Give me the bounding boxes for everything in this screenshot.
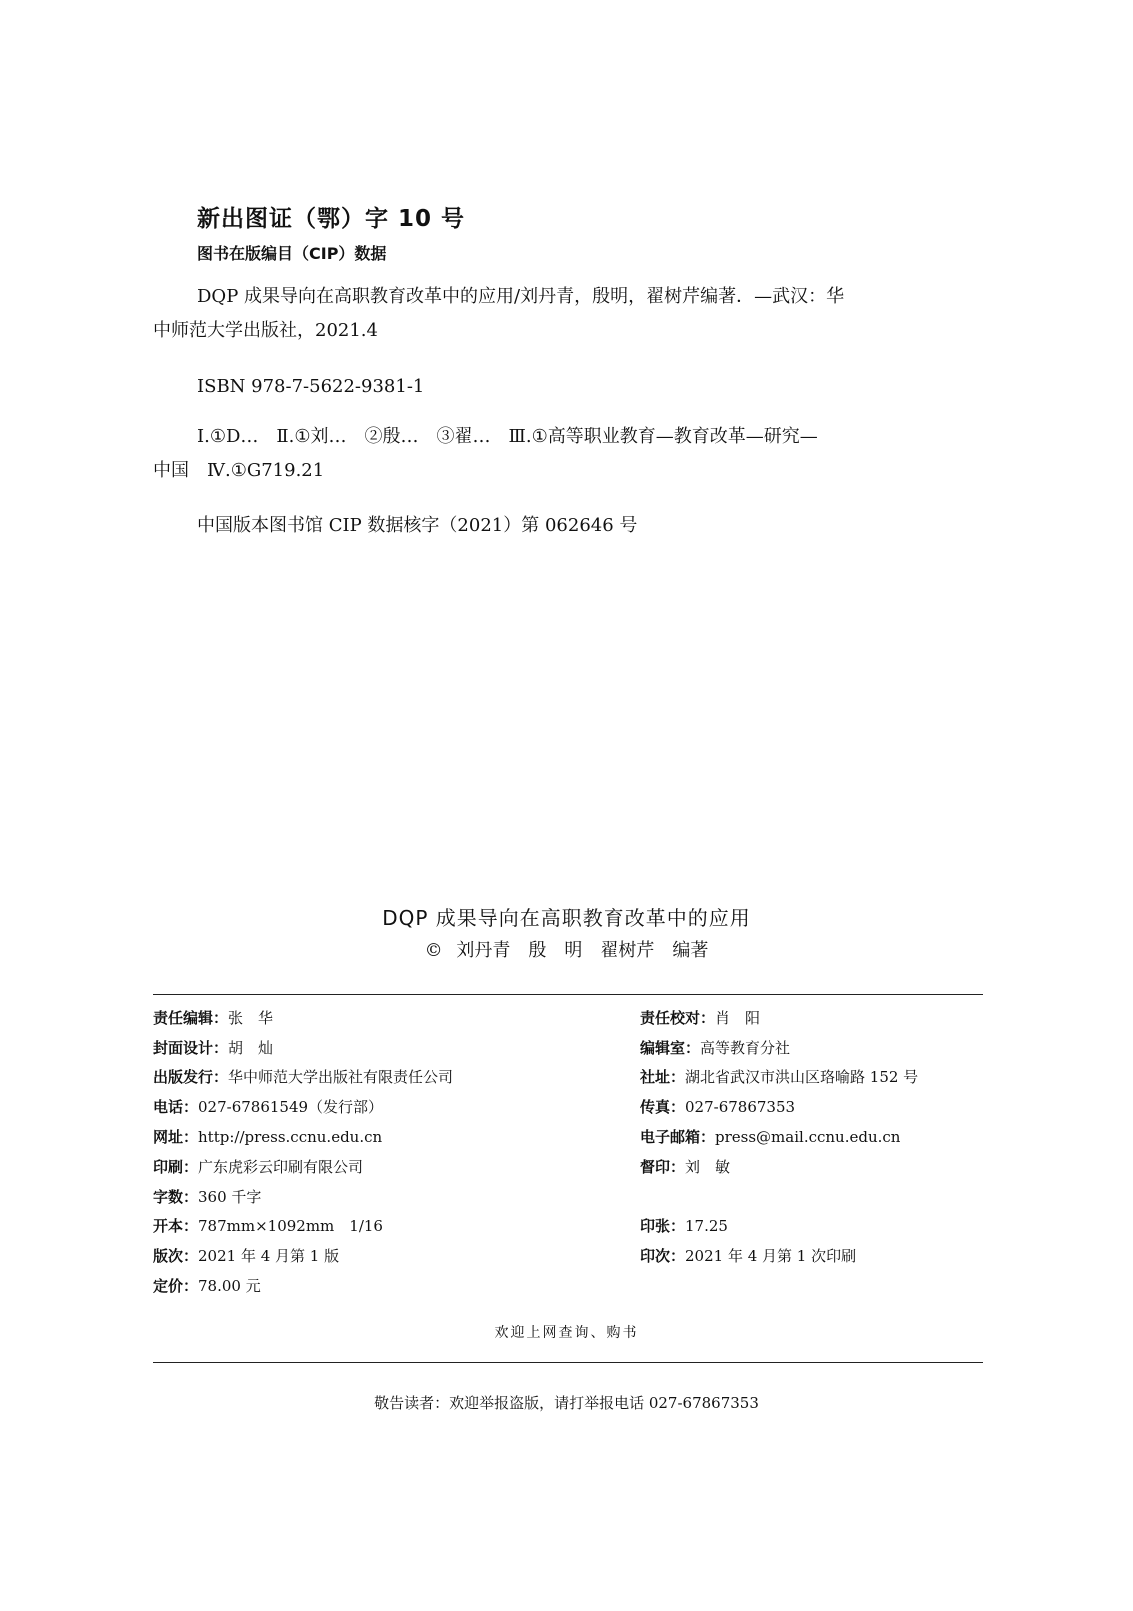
book-authors: © 刘丹青 殷 明 翟树芹 编著: [424, 940, 709, 961]
info-value: 78.00 元: [198, 1277, 261, 1295]
cip-heading: 图书在版编目（CIP）数据: [197, 244, 387, 263]
info-value: 张 华: [228, 1009, 274, 1027]
info-value: 2021 年 4 月第 1 次印刷: [685, 1247, 857, 1265]
info-label: 封面设计：: [153, 1039, 229, 1057]
info-value: 胡 灿: [228, 1039, 274, 1057]
info-format: [153, 1215, 383, 1236]
publication-license: 新出图证（鄂）字 10 号: [197, 206, 466, 232]
info-value: press@mail.ccnu.edu.cn: [715, 1128, 901, 1146]
info-fax: [640, 1096, 795, 1117]
classification-line-2: 中国 Ⅳ.①G719.21: [153, 460, 325, 481]
info-label: 责任编辑：: [153, 1009, 229, 1027]
info-value: 广东虎彩云印刷有限公司: [198, 1158, 364, 1176]
cip-number: 中国版本图书馆 CIP 数据核字（2021）第 062646 号: [197, 515, 638, 536]
info-edition: [153, 1245, 339, 1266]
cip-entry: [153, 280, 983, 348]
info-value: http://press.ccnu.edu.cn: [198, 1128, 383, 1146]
info-value: 高等教育分社: [700, 1039, 791, 1057]
info-email: [640, 1126, 900, 1147]
info-value: 17.25: [685, 1217, 728, 1235]
info-label: 社址：: [640, 1068, 686, 1086]
book-title: DQP 成果导向在高职教育改革中的应用: [382, 906, 751, 930]
info-phone: [153, 1096, 383, 1117]
info-label: 开本：: [153, 1217, 199, 1235]
info-printer: [153, 1156, 363, 1177]
divider-top: [153, 994, 983, 995]
divider-bottom: [153, 1362, 983, 1363]
info-editor: [153, 1007, 273, 1028]
info-label: 出版发行：: [153, 1068, 229, 1086]
info-label: 版次：: [153, 1247, 199, 1265]
info-label: 网址：: [153, 1128, 199, 1146]
isbn: ISBN 978-7-5622-9381-1: [197, 376, 425, 397]
info-label: 传真：: [640, 1098, 686, 1116]
info-value: 刘 敏: [685, 1158, 731, 1176]
info-label: 责任校对：: [640, 1009, 716, 1027]
classification: [153, 420, 983, 488]
piracy-notice: 敬告读者：欢迎举报盗版，请打举报电话 027-67867353: [374, 1394, 759, 1412]
info-value: 360 千字: [198, 1188, 262, 1206]
info-printed-sheets: [640, 1215, 728, 1236]
info-publisher: [153, 1066, 453, 1087]
info-value: 肖 阳: [715, 1009, 761, 1027]
info-cover-design: [153, 1037, 273, 1058]
info-price: [153, 1275, 261, 1296]
info-label: 编辑室：: [640, 1039, 701, 1057]
info-value: 2021 年 4 月第 1 版: [198, 1247, 340, 1265]
info-label: 字数：: [153, 1188, 199, 1206]
info-editorial-office: [640, 1037, 790, 1058]
welcome-text: 欢迎上网查询、购书: [494, 1325, 639, 1341]
info-website: [153, 1126, 382, 1147]
cip-entry-line-1: DQP 成果导向在高职教育改革中的应用/刘丹青，殷明，翟树芹编著．—武汉：华: [197, 286, 845, 307]
info-label: 印张：: [640, 1217, 686, 1235]
info-label: 督印：: [640, 1158, 686, 1176]
info-print-supervisor: [640, 1156, 730, 1177]
info-value: 027-67867353: [685, 1098, 796, 1116]
info-value: 787mm×1092mm 1/16: [198, 1217, 383, 1235]
info-label: 电话：: [153, 1098, 199, 1116]
info-proofreader: [640, 1007, 760, 1028]
info-word-count: [153, 1186, 261, 1207]
info-printing: [640, 1245, 856, 1266]
info-label: 定价：: [153, 1277, 199, 1295]
info-label: 电子邮箱：: [640, 1128, 716, 1146]
info-value: 湖北省武汉市洪山区珞喻路 152 号: [685, 1068, 919, 1086]
classification-line-1: Ⅰ.①D… Ⅱ.①刘… ②殷… ③翟… Ⅲ.①高等职业教育—教育改革—研究—: [197, 426, 818, 447]
info-label: 印刷：: [153, 1158, 199, 1176]
info-value: 027-67861549（发行部）: [198, 1098, 384, 1116]
info-address: [640, 1066, 918, 1087]
info-value: 华中师范大学出版社有限责任公司: [228, 1068, 454, 1086]
cip-entry-line-2: 中师范大学出版社，2021.4: [153, 320, 378, 341]
info-label: 印次：: [640, 1247, 686, 1265]
